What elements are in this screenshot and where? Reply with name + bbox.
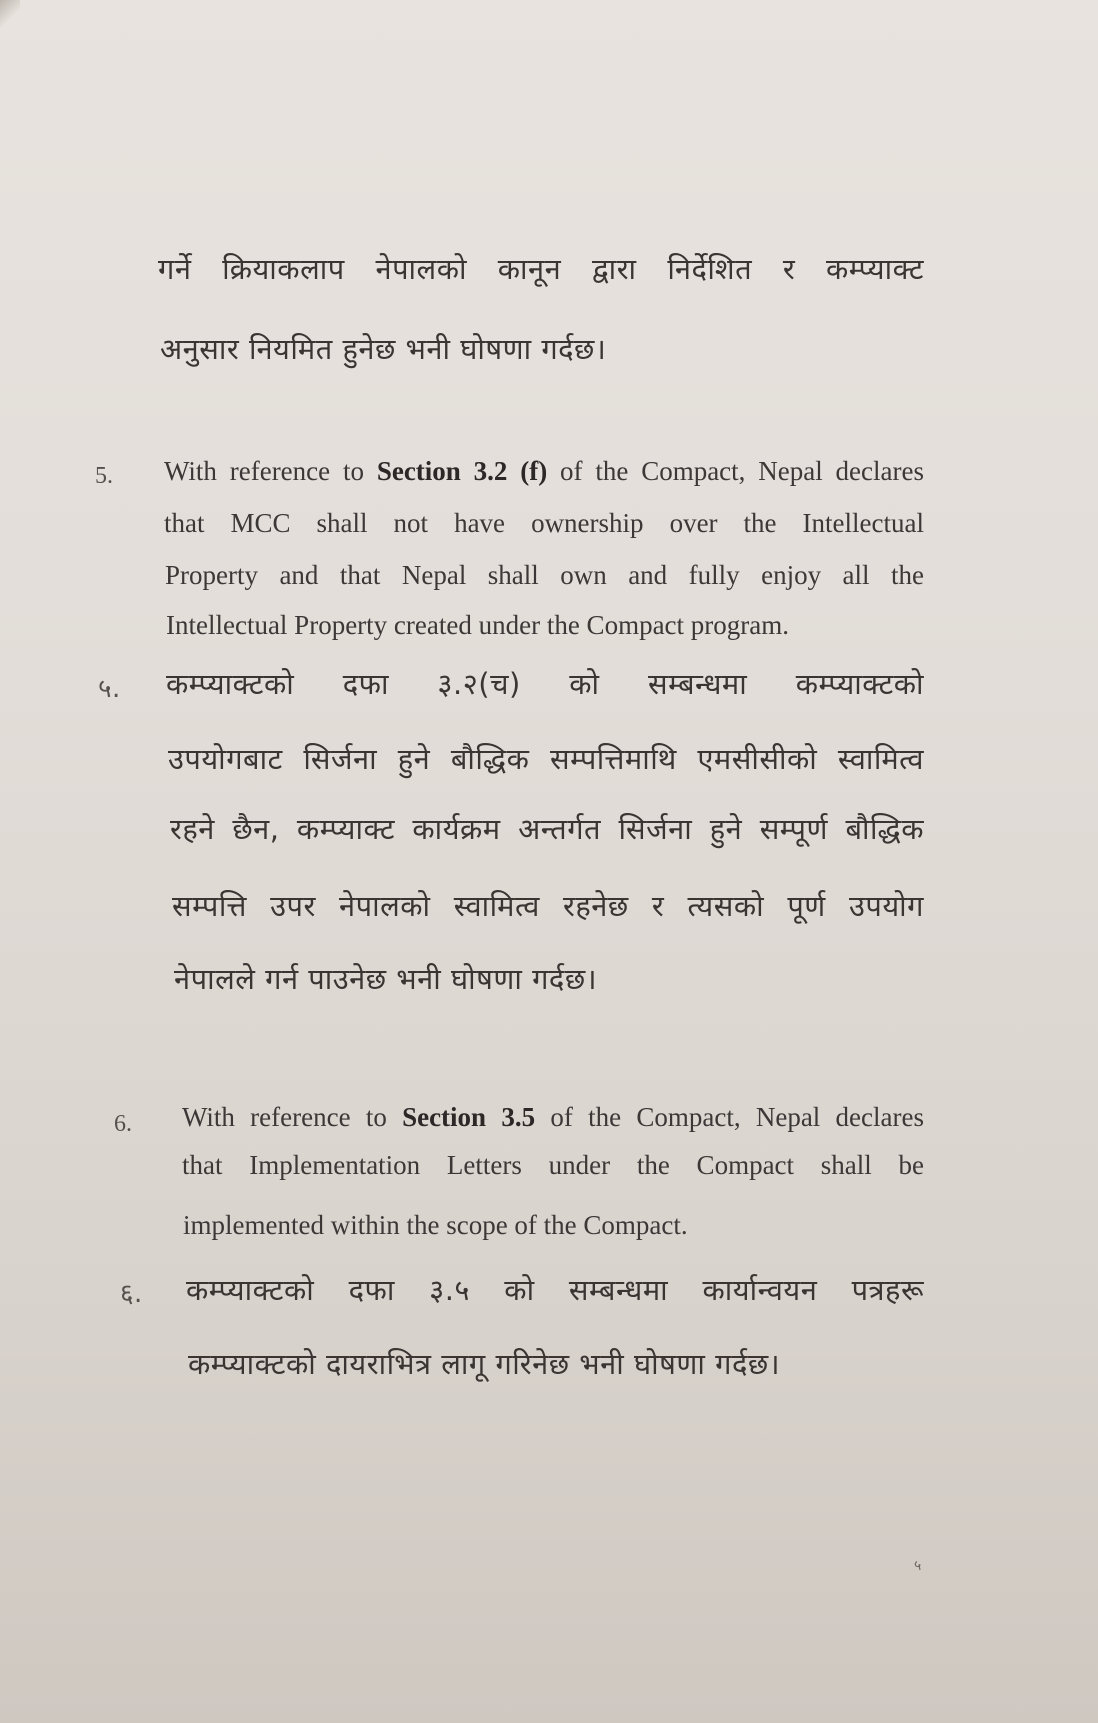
- item-5-np-line-5: नेपालले गर्न पाउनेछ भनी घोषणा गर्दछ।: [174, 962, 598, 996]
- intro-np-line-2: अनुसार नियमित हुनेछ भनी घोषणा गर्दछ।: [160, 332, 607, 366]
- item-6-np-number: ६.: [120, 1279, 143, 1309]
- item-5-en-line-3: Property and that Nepal shall own and fully enjoy all the: [165, 560, 924, 590]
- page-number: ५: [914, 1559, 922, 1574]
- item-5-np-line-4: सम्पत्ति उपर नेपालको स्वामित्व रहनेछ र त्यसको पूर्ण उपयोग: [172, 889, 924, 923]
- item-5-en-number: 5.: [95, 463, 113, 489]
- intro-np-line-1: गर्ने क्रियाकलाप नेपालको कानून द्वारा निर्देशित र कम्प्याक्ट: [158, 252, 924, 286]
- page-corner-fold: [0, 0, 20, 30]
- item-6-np-line-1: कम्प्याक्टको दफा ३.५ को सम्बन्धमा कार्यान्वयन पत्रहरू: [186, 1273, 924, 1307]
- item-6-section-ref: Section 3.5: [402, 1102, 536, 1132]
- item-5-np-line-3: रहने छैन, कम्प्याक्ट कार्यक्रम अन्तर्गत सिर्जना हुने सम्पूर्ण बौद्धिक: [170, 812, 924, 846]
- item-5-np-number: ५.: [98, 674, 121, 704]
- item-6-np-line-2: कम्प्याक्टको दायराभित्र लागू गरिनेछ भनी घोषणा गर्दछ।: [188, 1347, 781, 1381]
- item-6-en-number: 6.: [114, 1111, 132, 1137]
- item-6-en-line-2: that Implementation Letters under the Compact shall be: [182, 1150, 924, 1180]
- item-6-en-line-1: With reference to Section 3.5 of the Compact, Nepal declares: [182, 1102, 924, 1132]
- item-5-section-ref: Section 3.2 (f): [376, 456, 548, 486]
- item-5-np-line-2: उपयोगबाट सिर्जना हुने बौद्धिक सम्पत्तिमाथि एमसीसीको स्वामित्व: [168, 742, 924, 776]
- item-5-en-line-4: Intellectual Property created under the Compact program.: [166, 610, 790, 640]
- item-5-np-line-1: कम्प्याक्टको दफा ३.२(च) को सम्बन्धमा कम्प्याक्टको: [166, 667, 924, 701]
- item-6-en-line-3: implemented within the scope of the Compact.: [183, 1210, 688, 1240]
- item-5-en-line-2: that MCC shall not have ownership over the Intellectual: [164, 508, 924, 538]
- item-5-en-line-1: With reference to Section 3.2 (f) of the Compact, Nepal declares: [164, 456, 924, 486]
